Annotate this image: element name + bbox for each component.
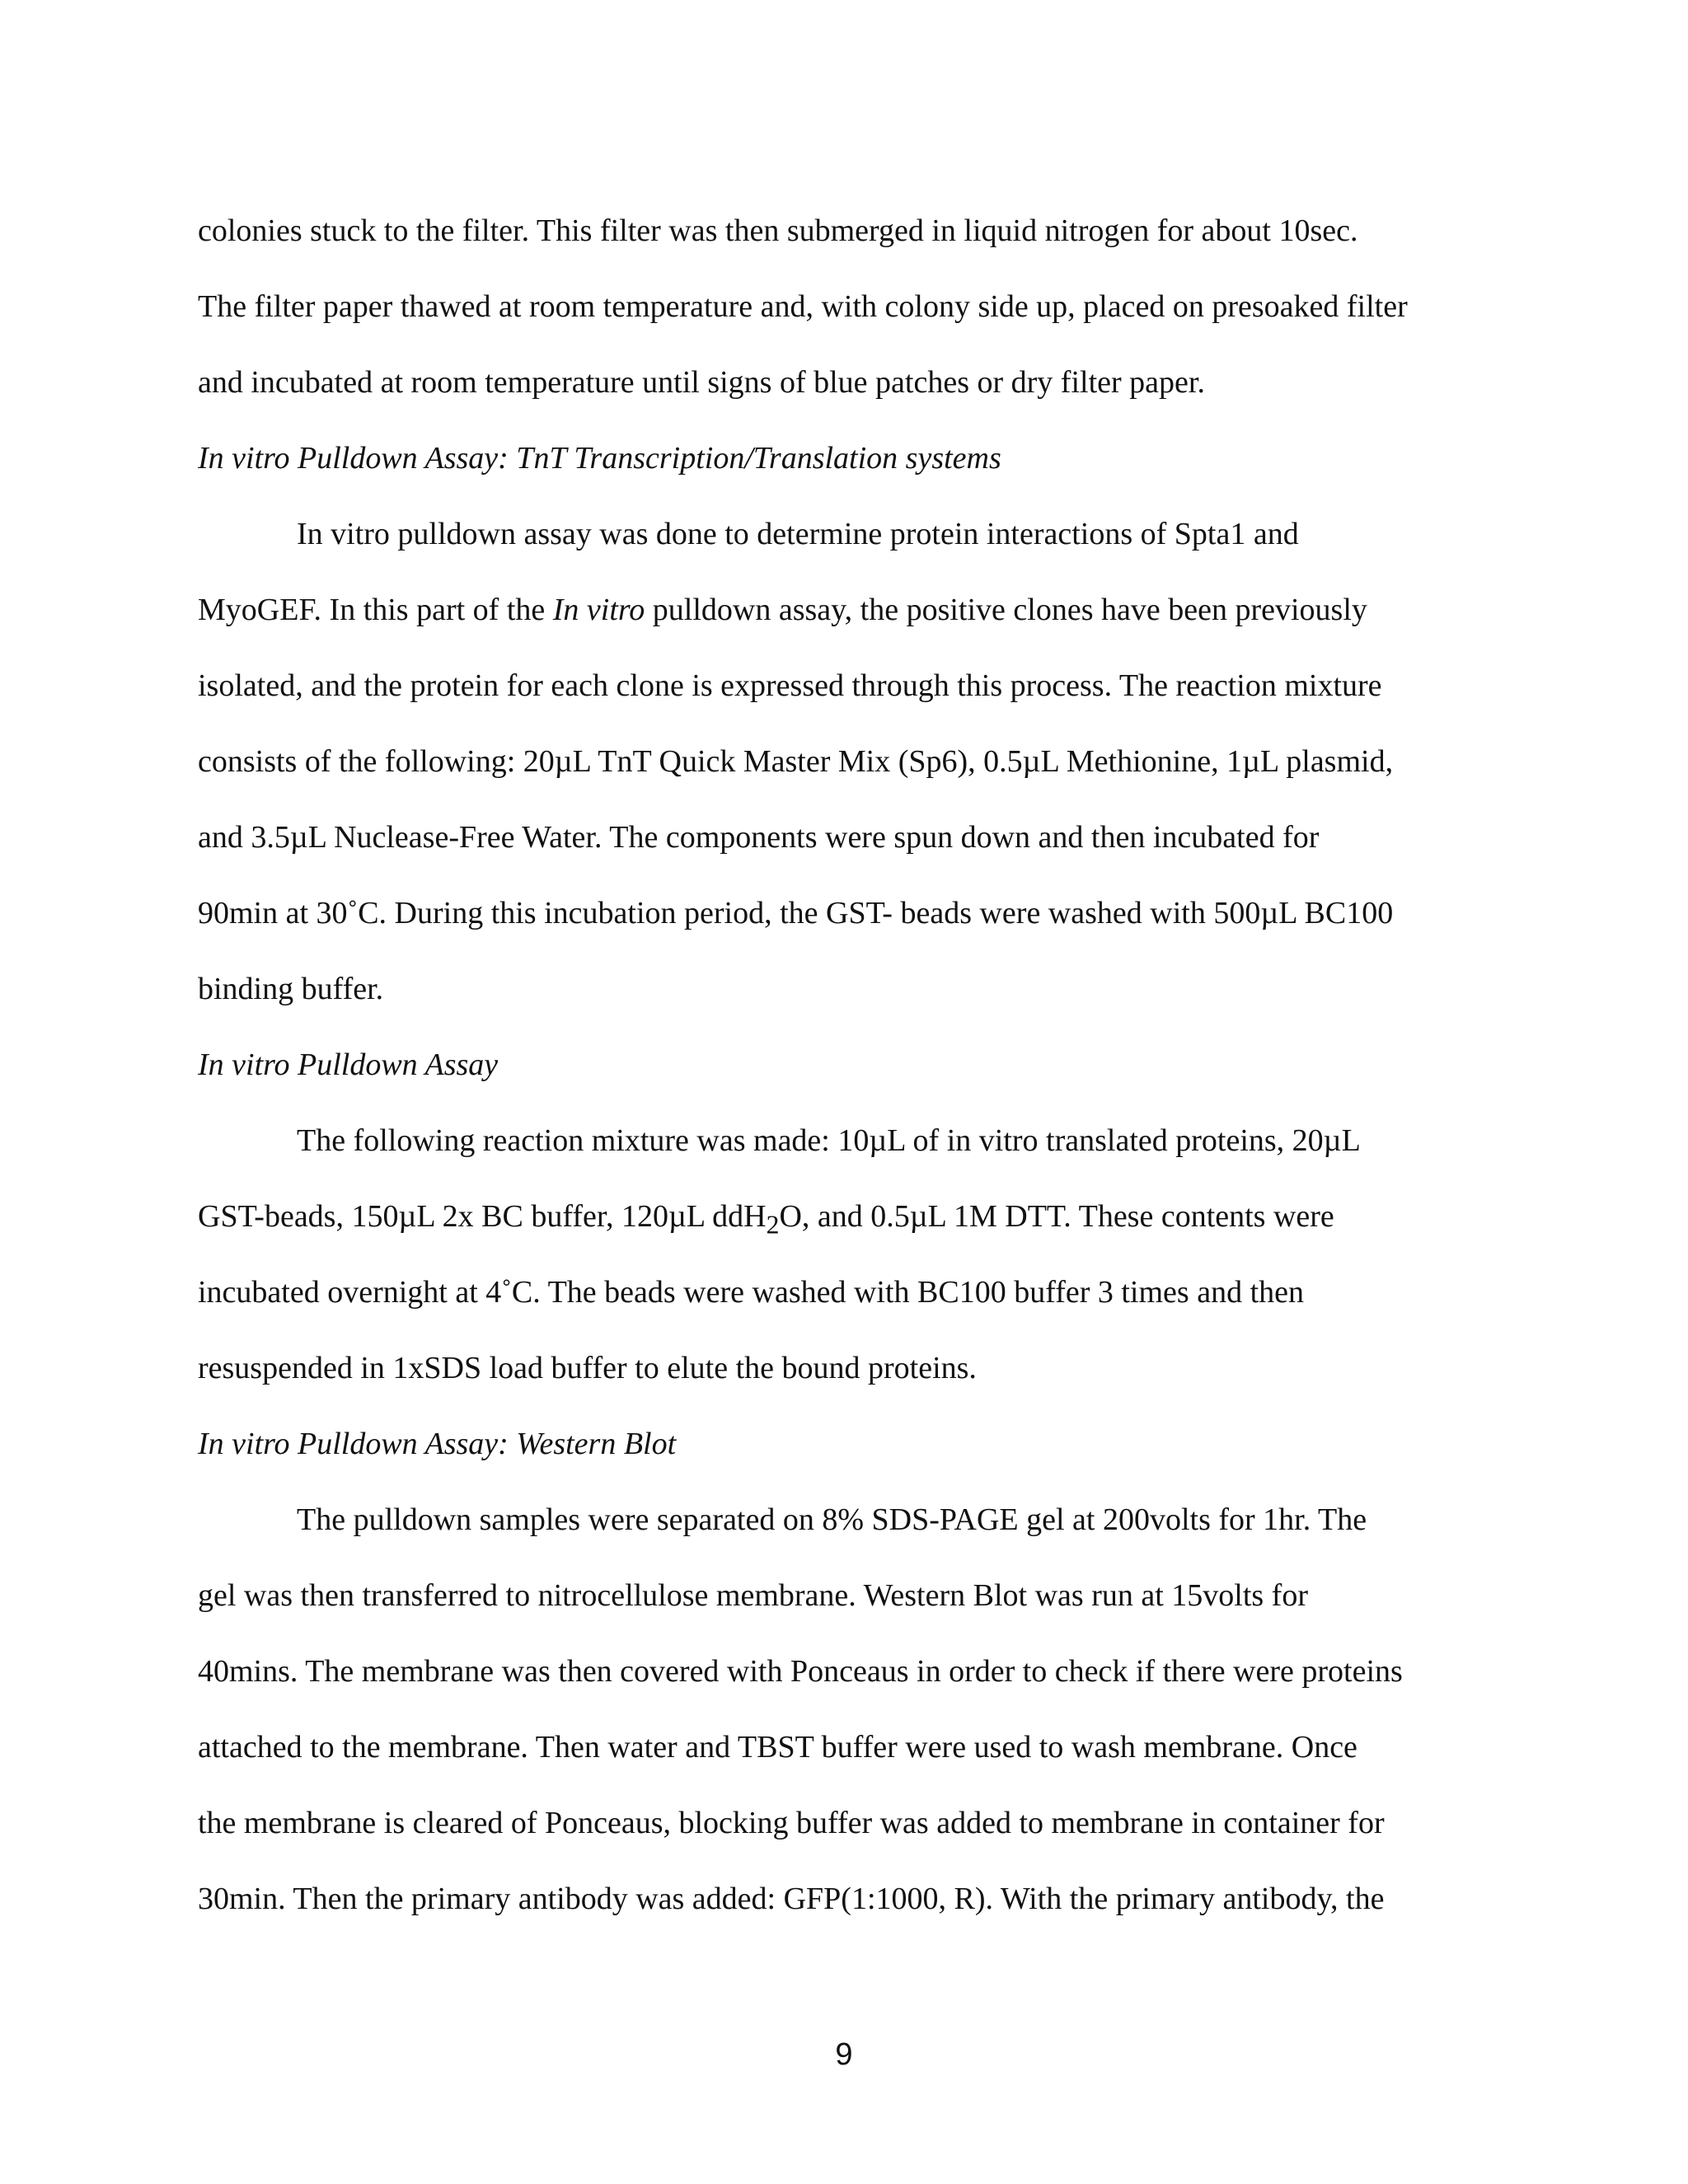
paragraph-line: consists of the following: 20µL TnT Quick Master Mix (Sp6), 0.5µL Methionine, 1µL plasmid,: [198, 744, 1394, 779]
paragraph-line: the membrane is cleared of Ponceaus, blocking buffer was added to membrane in container for: [198, 1806, 1385, 1840]
text-run: O, and 0.5µL 1M DTT. These contents were: [779, 1199, 1334, 1234]
paragraph-line: and incubated at room temperature until signs of blue patches or dry filter paper.: [198, 365, 1205, 400]
paragraph-line: binding buffer.: [198, 972, 384, 1006]
paragraph-line: incubated overnight at 4˚C. The beads were washed with BC100 buffer 3 times and then: [198, 1275, 1304, 1310]
section-heading-tnt: In vitro Pulldown Assay: TnT Transcription/Translation systems: [198, 441, 1001, 476]
paragraph-line: [198, 1179, 1484, 1254]
italic-text-run: In vitro: [552, 593, 645, 627]
paragraph-line: 90min at 30˚C. During this incubation period, the GST- beads were washed with 500µL BC100: [198, 896, 1394, 930]
page-number: 9: [835, 2037, 853, 2072]
text-run: pulldown assay, the positive clones have been previously: [645, 593, 1367, 627]
section-heading-pulldown: In vitro Pulldown Assay: [198, 1047, 499, 1082]
subscript-text: 2: [766, 1210, 780, 1240]
paragraph-line: The filter paper thawed at room temperature and, with colony side up, placed on presoaked filter: [198, 289, 1408, 324]
paragraph-line: [198, 572, 1484, 648]
paragraph-line: resuspended in 1xSDS load buffer to elute the bound proteins.: [198, 1351, 977, 1385]
paragraph-line: isolated, and the protein for each clone is expressed through this process. The reaction mixture: [198, 668, 1382, 703]
text-run: GST-beads, 150µL 2x BC buffer, 120µL ddH: [198, 1199, 767, 1234]
paragraph-line: The following reaction mixture was made: 10µL of in vitro translated proteins, 20µL: [297, 1123, 1361, 1158]
paragraph-line: and 3.5µL Nuclease-Free Water. The components were spun down and then incubated for: [198, 820, 1320, 855]
section-heading-western-blot: In vitro Pulldown Assay: Western Blot: [198, 1427, 677, 1461]
paragraph-line: attached to the membrane. Then water and TBST buffer were used to wash membrane. Once: [198, 1730, 1357, 1765]
text-run: MyoGEF. In this part of the: [198, 593, 553, 627]
paragraph-line: colonies stuck to the filter. This filter was then submerged in liquid nitrogen for about 10sec.: [198, 213, 1358, 248]
paragraph-line: 30min. Then the primary antibody was added: GFP(1:1000, R). With the primary antibody, the: [198, 1882, 1385, 1916]
body-text: [198, 193, 1484, 1937]
paragraph-line: In vitro pulldown assay was done to determine protein interactions of Spta1 and: [297, 517, 1299, 551]
paragraph-line: gel was then transferred to nitrocellulose membrane. Western Blot was run at 15volts for: [198, 1578, 1308, 1613]
paragraph-line: The pulldown samples were separated on 8% SDS-PAGE gel at 200volts for 1hr. The: [297, 1502, 1367, 1537]
paragraph-line: 40mins. The membrane was then covered with Ponceaus in order to check if there were proteins: [198, 1654, 1403, 1689]
